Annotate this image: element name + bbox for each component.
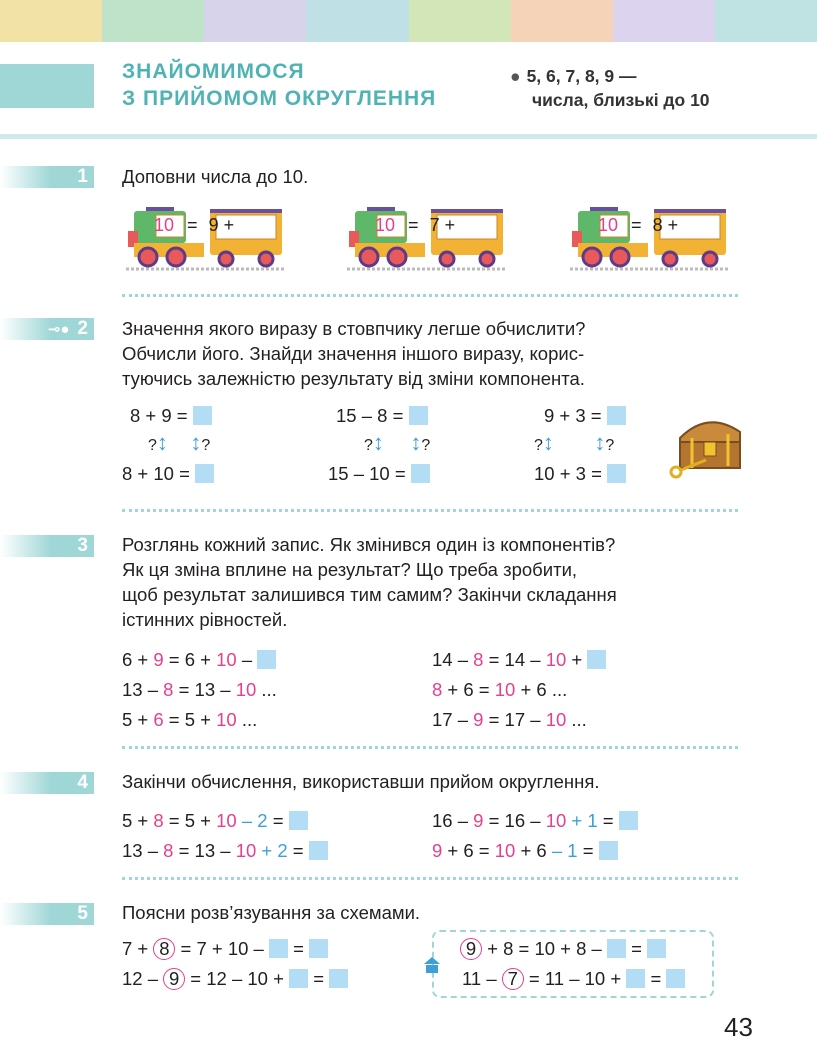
answer-box[interactable] — [195, 464, 214, 483]
dotted-divider — [122, 877, 738, 880]
answer-box[interactable] — [309, 841, 328, 860]
equation: 14 – 8 = 14 – 10 + — [432, 649, 606, 671]
question-mark: ? — [148, 437, 157, 454]
train-illustration — [570, 205, 730, 275]
expression-text: 8 + 9 = — [130, 405, 188, 426]
lesson-title-line2: З ПРИЙОМОМ ОКРУГЛЕННЯ — [122, 87, 437, 110]
header-band — [0, 64, 94, 108]
task3-text-line: істинних рівностей. — [122, 609, 288, 630]
answer-box[interactable] — [309, 939, 328, 958]
answer-box[interactable] — [607, 406, 626, 425]
ellipsis: ... — [261, 679, 277, 700]
task-number-tab — [0, 166, 94, 188]
train-illustration — [126, 205, 286, 275]
header-divider — [0, 134, 817, 139]
train-plus: + — [667, 215, 679, 235]
strip-segment — [204, 0, 306, 42]
equation: 11 – 7 = 11 – 10 + = — [462, 968, 685, 990]
equation: 17 – 9 = 17 – 10 ... — [432, 709, 587, 730]
task-number: 5 — [77, 903, 88, 924]
train-illustration — [347, 205, 507, 275]
task2-text-line: Значення якого виразу в стовпчику легше обчислити? — [122, 318, 586, 339]
train-num: 9 — [208, 215, 219, 235]
answer-box[interactable] — [193, 406, 212, 425]
task1-text: Доповни числа до 10. — [122, 166, 309, 187]
task-number-tab — [0, 772, 94, 794]
task-number-tab — [0, 535, 94, 557]
answer-box[interactable] — [411, 464, 430, 483]
expression — [544, 405, 626, 427]
task3-text-line: Розглянь кожний запис. Як змінився один із компонентів? — [122, 534, 616, 555]
equation: 16 – 9 = 16 – 10 + 1 = — [432, 810, 638, 832]
task2-text-line: туючись залежністю результату від зміни компонента. — [122, 368, 585, 389]
equation: 7 + 8 = 7 + 10 – = — [122, 938, 328, 960]
task3-text — [122, 532, 742, 632]
strip-segment — [102, 0, 204, 42]
answer-box[interactable] — [666, 969, 685, 988]
equation: 9 + 6 = 10 + 6 – 1 = — [432, 840, 618, 862]
task2-text — [122, 316, 742, 391]
train-ten: 10 — [375, 215, 396, 235]
expression-text: 8 + 10 = — [122, 463, 190, 484]
up-down-arrow-icon: ↕ — [372, 430, 384, 455]
task3-text-line: Як ця зміна вплине на результат? Що треба зробити, — [122, 559, 578, 580]
answer-box[interactable] — [269, 939, 288, 958]
expression — [328, 463, 430, 485]
answer-box[interactable] — [599, 841, 618, 860]
task-number: 4 — [77, 772, 88, 793]
expression — [336, 405, 428, 427]
answer-box[interactable] — [647, 939, 666, 958]
key-icon: ⊸● — [47, 321, 70, 338]
equation: 9 + 8 = 10 + 8 – = — [460, 938, 666, 960]
expression-text: 9 + 3 = — [544, 405, 602, 426]
answer-box[interactable] — [329, 969, 348, 988]
ellipsis: ... — [571, 709, 587, 730]
ellipsis: ... — [551, 679, 568, 700]
up-down-arrow-icon: ↕ — [190, 430, 202, 455]
train-expression — [154, 215, 234, 236]
train-eq: = — [408, 215, 419, 235]
lesson-title — [122, 58, 436, 112]
train-plus: + — [223, 215, 235, 235]
answer-box[interactable] — [257, 650, 276, 669]
task-number-tab — [0, 318, 94, 340]
task-number: 3 — [77, 535, 88, 556]
task3-text-line: щоб результат залишився тим самим? Закінчи складання — [122, 584, 617, 605]
ellipsis: ... — [241, 709, 258, 730]
question-mark: ? — [605, 437, 615, 454]
answer-box[interactable] — [607, 464, 626, 483]
question-mark: ? — [421, 437, 431, 454]
question-mark: ? — [534, 437, 543, 454]
equation: 6 + 9 = 6 + 10 – — [122, 649, 276, 671]
strip-segment — [715, 0, 817, 42]
up-down-arrow-icon: ↕ — [594, 430, 606, 455]
task-number-tab — [0, 903, 94, 925]
train-expression — [598, 215, 678, 236]
expression — [122, 463, 214, 485]
task4-text: Закінчи обчислення, використавши прийом округлення. — [122, 771, 600, 792]
answer-box[interactable] — [289, 969, 308, 988]
equation: 5 + 6 = 5 + 10 ... — [122, 709, 258, 730]
up-down-arrow-icon: ↕ — [156, 430, 168, 455]
task-number: 2 — [77, 318, 88, 339]
strip-segment — [613, 0, 715, 42]
lesson-note-line2: числа, близькі до 10 — [532, 90, 710, 110]
strip-segment — [409, 0, 511, 42]
lesson-note-line1: 5, 6, 7, 8, 9 — — [526, 66, 637, 86]
question-arrows — [534, 430, 614, 456]
top-color-strip — [0, 0, 817, 42]
dotted-divider — [122, 746, 738, 749]
train-eq: = — [631, 215, 642, 235]
strip-segment — [306, 0, 408, 42]
answer-box[interactable] — [626, 969, 645, 988]
question-arrows — [364, 430, 430, 456]
dotted-divider — [122, 509, 738, 512]
train-num: 7 — [429, 215, 440, 235]
answer-box[interactable] — [289, 811, 308, 830]
question-mark: ? — [201, 437, 211, 454]
strip-segment — [0, 0, 102, 42]
dotted-divider — [122, 294, 738, 297]
question-arrows — [148, 430, 210, 456]
expression-text: 15 – 8 = — [336, 405, 404, 426]
task5-text: Поясни розв’язування за схемами. — [122, 902, 421, 923]
expression-text: 10 + 3 = — [534, 463, 602, 484]
equation: 13 – 8 = 13 – 10 ... — [122, 679, 277, 700]
train-expression — [375, 215, 455, 236]
treasure-chest-icon — [668, 408, 754, 482]
lesson-title-line1: ЗНАЙОМИМОСЯ — [122, 60, 305, 83]
up-down-arrow-icon: ↕ — [410, 430, 422, 455]
train-ten: 10 — [154, 215, 175, 235]
answer-box[interactable] — [607, 939, 626, 958]
strip-segment — [511, 0, 613, 42]
page-number: 43 — [724, 1012, 753, 1042]
equation: 8 + 6 = 10 + 6 ... — [432, 679, 568, 700]
expression — [534, 463, 626, 485]
answer-box[interactable] — [587, 650, 606, 669]
train-eq: = — [187, 215, 198, 235]
train-num: 8 — [652, 215, 663, 235]
equation: 13 – 8 = 13 – 10 + 2 = — [122, 840, 328, 862]
expression-text: 15 – 10 = — [328, 463, 406, 484]
house-icon — [422, 955, 442, 975]
up-down-arrow-icon: ↕ — [542, 430, 554, 455]
train-ten: 10 — [598, 215, 619, 235]
bullet-icon: ● — [510, 66, 521, 86]
answer-box[interactable] — [409, 406, 428, 425]
train-plus: + — [444, 215, 456, 235]
task2-text-line: Обчисли його. Знайди значення іншого виразу, корис- — [122, 343, 585, 364]
equation: 5 + 8 = 5 + 10 – 2 = — [122, 810, 308, 832]
task-number: 1 — [77, 166, 88, 187]
expression — [130, 405, 212, 427]
question-mark: ? — [364, 437, 373, 454]
lesson-note — [510, 64, 710, 112]
equation: 12 – 9 = 12 – 10 + = — [122, 968, 348, 990]
answer-box[interactable] — [619, 811, 638, 830]
